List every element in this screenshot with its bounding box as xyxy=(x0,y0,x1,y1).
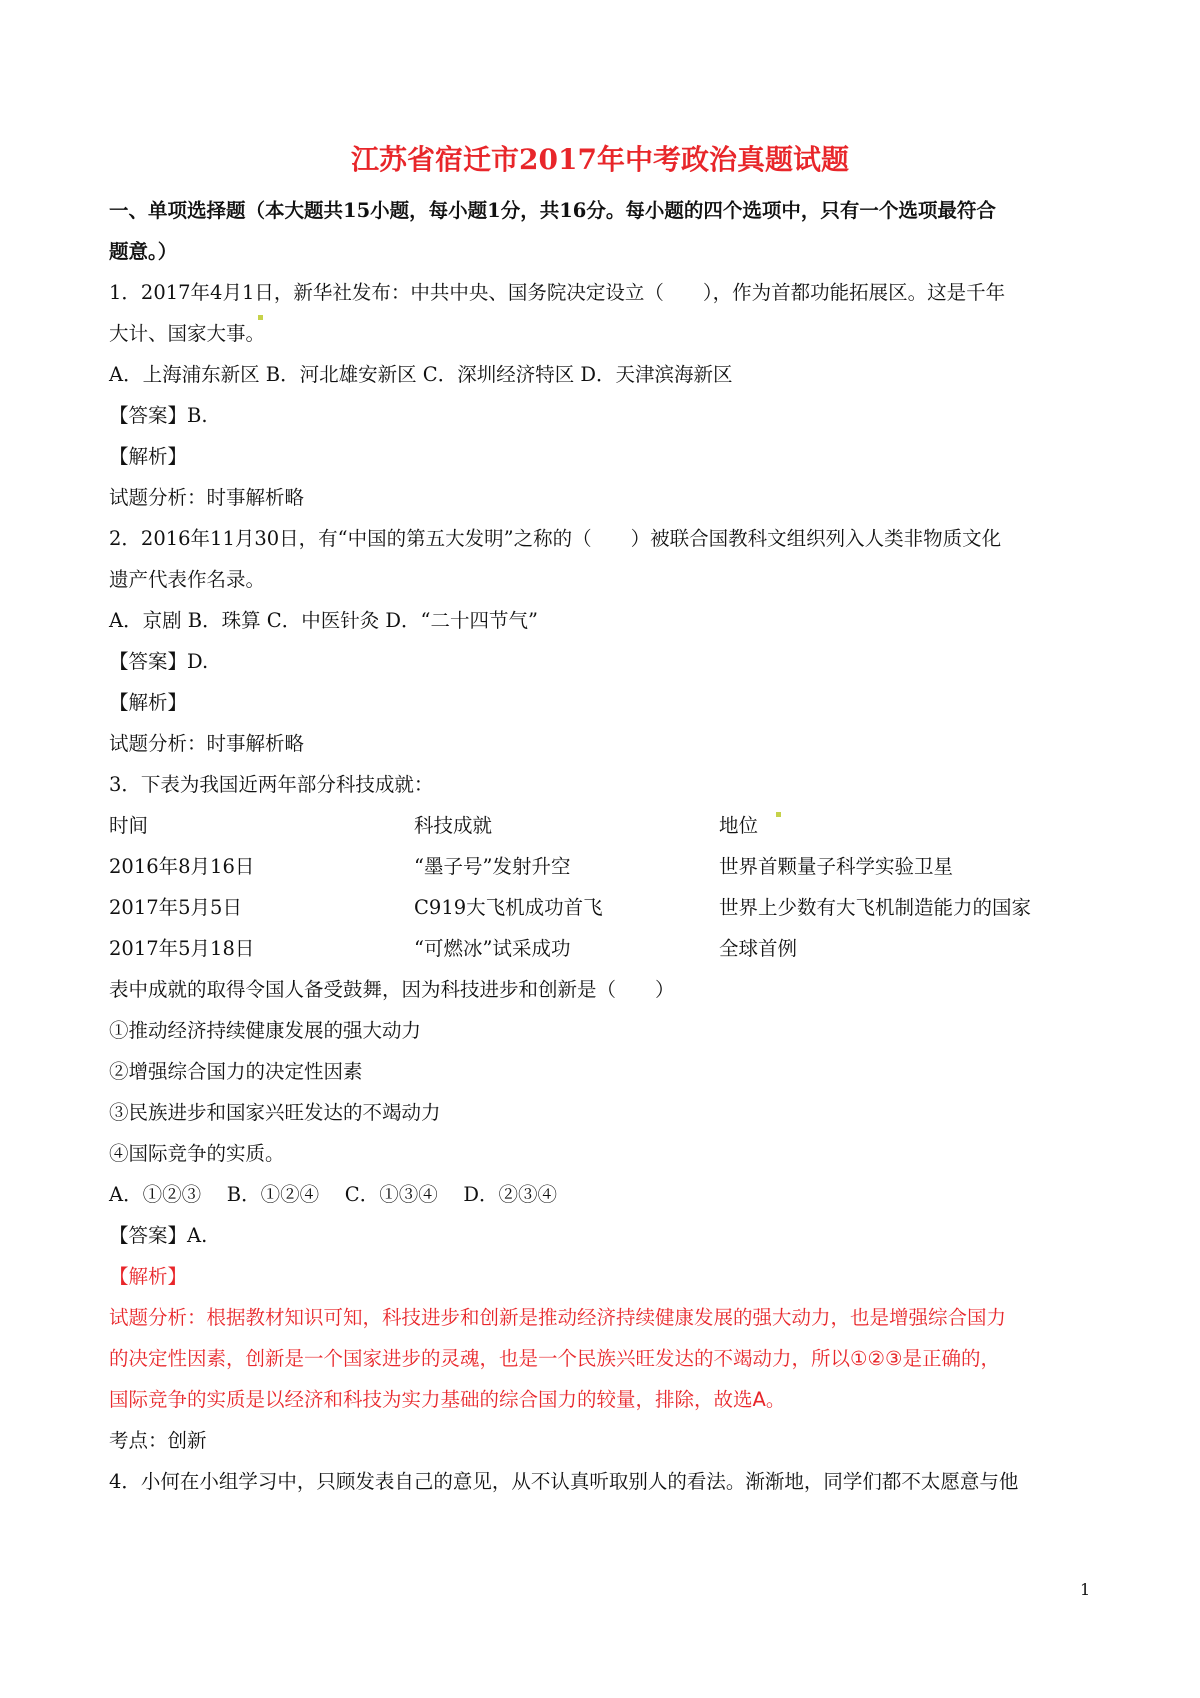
q1-stem-line1: 1．2017年4月1日，新华社发布：中共中央、国务院决定设立（ ），作为首都功能拓展区。这是千年 xyxy=(109,281,1006,304)
q4-stem-line1: 4．小何在小组学习中，只顾发表自己的意见，从不认真听取别人的看法。渐渐地，同学们都不太愿意与他 xyxy=(109,1470,1019,1493)
table-row xyxy=(109,846,1099,887)
q3-answer: 【答案】A. xyxy=(109,1224,208,1247)
q1-options: A．上海浦东新区 B．河北雄安新区 C．深圳经济特区 D．天津滨海新区 xyxy=(109,363,733,386)
q2-options: A．京剧 B．珠算 C．中医针灸 D．“二十四节气” xyxy=(109,609,539,632)
q3-statement: ③民族进步和国家兴旺发达的不竭动力 xyxy=(109,1101,441,1124)
document-body xyxy=(109,190,1099,1502)
table-header-cell: 时间 xyxy=(109,814,149,837)
scan-speck xyxy=(776,812,781,817)
q2-stem-line1: 2．2016年11月30日，有“中国的第五大发明”之称的（ ）被联合国教科文组织列入人类非物质文化 xyxy=(109,527,1002,550)
section-heading-line2: 题意。） xyxy=(109,240,178,263)
q3-stem: 3．下表为我国近两年部分科技成就： xyxy=(109,773,434,796)
section-heading-line1: 一、单项选择题（本大题共15小题，每小题1分，共16分。每小题的四个选项中，只有一个选项最符合 xyxy=(109,199,996,222)
scan-speck xyxy=(258,315,263,320)
q3-analysis-line2: 的决定性因素，创新是一个国家进步的灵魂，也是一个民族兴旺发达的不竭动力，所以①②③是正确的， xyxy=(109,1347,1000,1370)
q1-analysis-label: 【解析】 xyxy=(109,445,188,468)
table-row xyxy=(109,887,1099,928)
q2-analysis-label: 【解析】 xyxy=(109,691,188,714)
table-header-row xyxy=(109,805,1099,846)
q1-analysis: 试题分析：时事解析略 xyxy=(109,486,305,509)
q3-analysis-label: 【解析】 xyxy=(109,1265,188,1288)
page-number: 1 xyxy=(1080,1580,1091,1599)
table-header-cell: 科技成就 xyxy=(414,814,493,837)
table-cell: 2017年5月18日 xyxy=(109,937,255,960)
q3-options: A．①②③ B．①②④ C．①③④ D．②③④ xyxy=(109,1183,558,1206)
table-cell: “可燃冰”试采成功 xyxy=(414,937,571,960)
table-header-cell: 地位 xyxy=(719,814,759,837)
table-cell: C919大飞机成功首飞 xyxy=(414,896,603,919)
table-cell: 世界上少数有大飞机制造能力的国家 xyxy=(719,896,1032,919)
table-cell: 世界首颗量子科学实验卫星 xyxy=(719,855,954,878)
table-cell: 全球首例 xyxy=(719,937,798,960)
table-row xyxy=(109,928,1099,969)
q3-analysis-line3: 国际竞争的实质是以经济和科技为实力基础的综合国力的较量，排除，故选A。 xyxy=(109,1388,786,1411)
q2-analysis: 试题分析：时事解析略 xyxy=(109,732,305,755)
achievements-table xyxy=(109,805,1099,969)
q1-stem-line2: 大计、国家大事。 xyxy=(109,322,266,345)
table-cell: 2017年5月5日 xyxy=(109,896,242,919)
q3-statement: ②增强综合国力的决定性因素 xyxy=(109,1060,363,1083)
q3-kaodian: 考点：创新 xyxy=(109,1429,207,1452)
q1-answer: 【答案】B. xyxy=(109,404,208,427)
table-cell: 2016年8月16日 xyxy=(109,855,255,878)
q2-stem-line2: 遗产代表作名录。 xyxy=(109,568,266,591)
page-title: 江苏省宿迁市2017年中考政治真题试题 xyxy=(351,143,849,176)
q3-statement: ①推动经济持续健康发展的强大动力 xyxy=(109,1019,422,1042)
q3-statement: ④国际竞争的实质。 xyxy=(109,1142,285,1165)
table-cell: “墨子号”发射升空 xyxy=(414,855,571,878)
q3-analysis-block xyxy=(109,1256,1099,1420)
q2-answer: 【答案】D. xyxy=(109,650,209,673)
q3-question: 表中成就的取得令国人备受鼓舞，因为科技进步和创新是（ ） xyxy=(109,978,675,1001)
q3-analysis-line1: 试题分析：根据教材知识可知，科技进步和创新是推动经济持续健康发展的强大动力，也是增强综合国力 xyxy=(109,1306,1007,1329)
